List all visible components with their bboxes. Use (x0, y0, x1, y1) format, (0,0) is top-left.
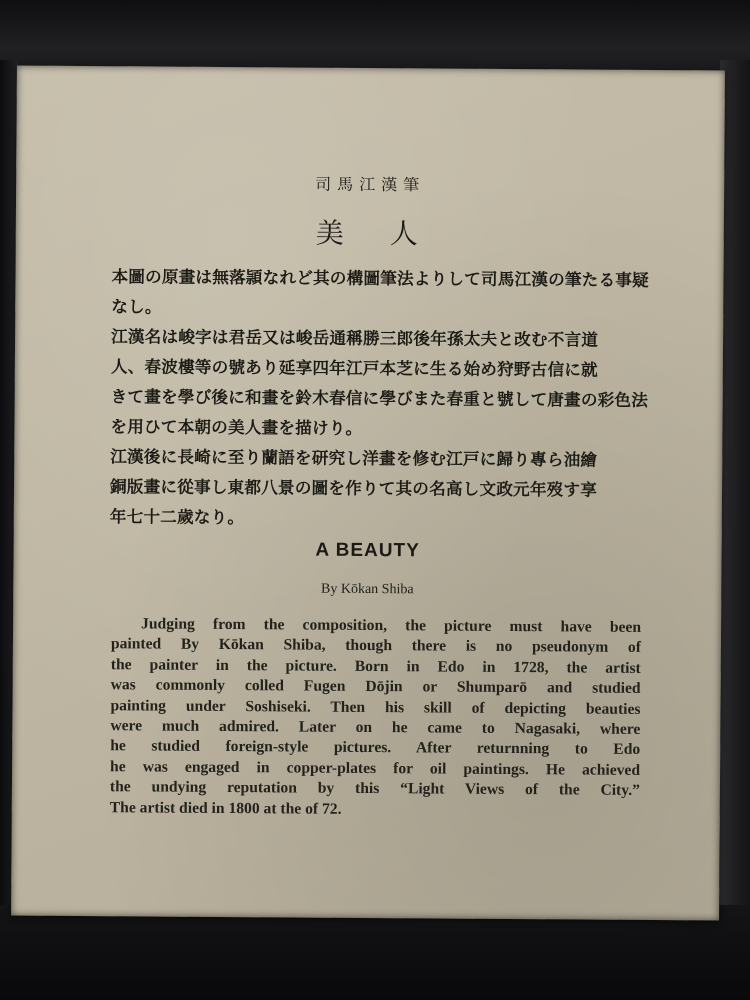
japanese-signature: 司馬江漢筆 (315, 174, 426, 195)
en-line-3: the painter in the picture. Born in Edo in 1728, the artist (110, 656, 641, 677)
jp-line-4: きて畫を學び後に和畫を鈴木春信に學びまた春重と號して唐畫の彩色法を用ひて本朝の美人畫を描けり。 (110, 387, 649, 438)
japanese-title: 美人 (315, 216, 464, 251)
en-line-7: he studied foreign-style pictures. After returnning to Edo (110, 737, 641, 759)
en-line-10: The artist died in 1800 at the of 72. (109, 798, 342, 818)
jp-line-3: 人、春波樓等の號あり延享四年江戸本芝に生る始め狩野古信に就 (110, 357, 598, 380)
frame-right (720, 60, 750, 960)
paper-label (11, 66, 725, 921)
en-line-6: were much admired. Later on he came to Nagasaki, where (110, 717, 641, 738)
jp-line-6: 銅版畫に從事し東都八景の圖を作りて其の名高し文政元年歿す享 (109, 477, 598, 500)
en-line-8: he was engaged in copper-plates for oil paintings. He achieved (110, 758, 641, 779)
jp-line-1: 本圖の原畫は無落頴なれど其の構圖筆法よりして司馬江漢の筆たる事疑なし。 (111, 267, 649, 317)
jp-line-2: 江漢名は峻字は君岳又は峻岳通稱勝三郎後年孫太夫と改む不言道 (111, 327, 599, 350)
en-line-2: painted By Kōkan Shiba, though there is no pseudonym of (110, 635, 641, 657)
jp-line-5: 江漢後に長崎に至り蘭語を研究し洋畫を修む江戸に歸り專ら油繪 (110, 447, 598, 470)
english-byline: By Kōkan Shiba (320, 581, 414, 598)
en-line-5: painting under Soshiseki. Then his skill of depicting beauties (110, 696, 641, 718)
en-line-1: Judging from the composition, the picture must have been (141, 615, 642, 636)
english-title: A BEAUTY (315, 539, 420, 562)
en-line-4: was commonly colled Fugen Dōjin or Shumparō and studied (110, 676, 641, 698)
english-body (110, 614, 641, 822)
japanese-body (110, 262, 652, 536)
en-line-9: the undying reputation by this “Light Views of the City.” (109, 778, 640, 800)
jp-line-7: 年七十二歲なり。 (109, 507, 245, 528)
